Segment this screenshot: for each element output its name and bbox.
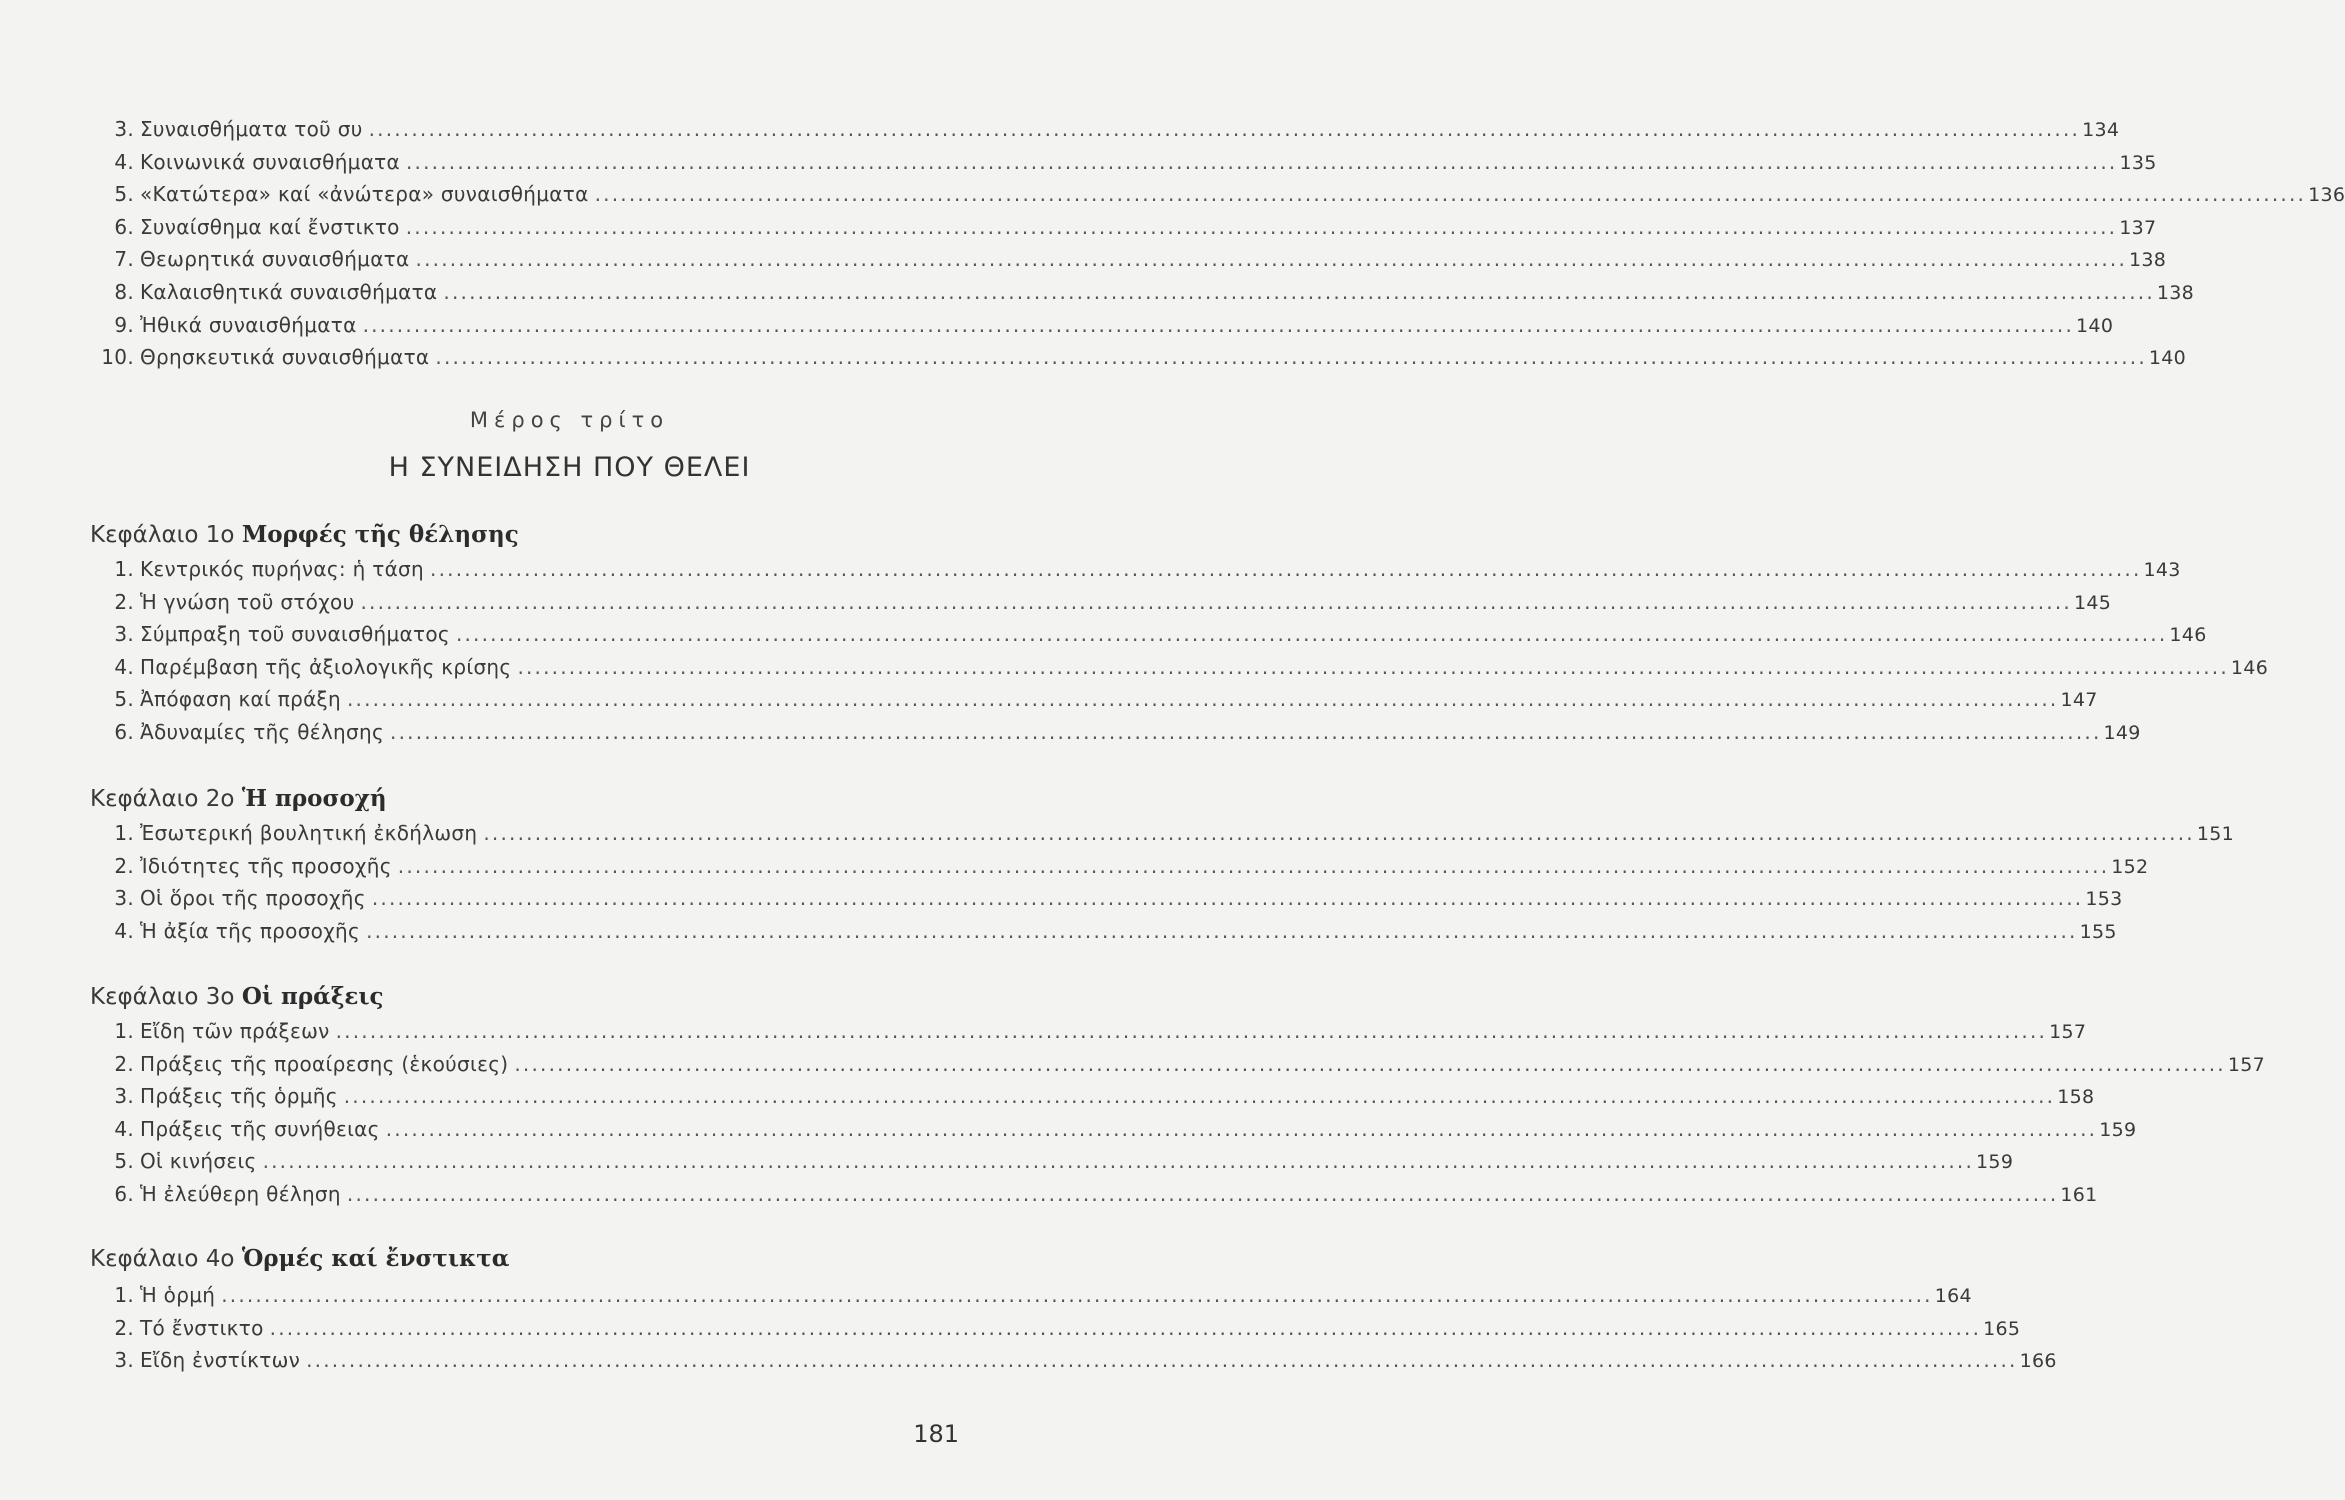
dot-leader: ........................................................................................................................................................................................................ [594, 182, 2307, 207]
chapter-name: Ἡ προσοχή [241, 785, 387, 812]
toc-entry [90, 886, 2123, 919]
dot-leader: ........................................................................................................................................................................................................ [517, 654, 2229, 679]
entry-number: 2. [114, 1051, 134, 1076]
dot-leader: ........................................................................................................................................................................................................ [343, 1084, 2056, 1109]
entry-number: 3. [114, 1084, 134, 1109]
entry-page: 161 [2060, 1183, 2098, 1206]
entry-page: 146 [2169, 624, 2207, 647]
toc-list-section1 [90, 117, 2345, 378]
toc-entry [90, 117, 2120, 150]
chapter-label: Κεφάλαιο 4ο [90, 1246, 235, 1272]
entry-page: 134 [2082, 119, 2120, 141]
dot-leader: ........................................................................................................................................................................................................ [435, 345, 2147, 370]
toc-list-chapter4 [90, 1283, 2057, 1381]
dot-leader: ........................................................................................................................................................................................................ [335, 1019, 2048, 1043]
dot-leader: ........................................................................................................................................................................................................ [346, 1181, 2059, 1206]
entry-number: 1. [114, 821, 134, 845]
part-title: Η ΣΥΝΕΙΔΗΣΗ ΠΟΥ ΘΕΛΕΙ [388, 452, 751, 483]
entry-number: 3. [114, 117, 134, 141]
toc-entry [90, 1051, 2265, 1085]
entry-page: 149 [2103, 721, 2141, 744]
entry-title: Οἱ ὅροι τῆς προσοχῆς [140, 886, 366, 911]
dot-leader: ........................................................................................................................................................................................................ [362, 312, 2075, 337]
entry-page: 159 [1976, 1151, 2014, 1174]
entry-number: 5. [114, 1149, 134, 1174]
toc-entry [90, 279, 2195, 313]
entry-number: 3. [114, 622, 134, 647]
part-label: Μέρος τρίτο [469, 408, 670, 432]
entry-page: 147 [2060, 689, 2098, 712]
toc-entry [90, 247, 2167, 280]
toc-entry [90, 589, 2112, 623]
dot-leader: ........................................................................................................................................................................................................ [306, 1348, 2018, 1373]
toc-entry [90, 853, 2149, 887]
toc-entry [90, 719, 2141, 753]
chapter-name: Οἱ πράξεις [241, 983, 384, 1010]
entry-title: Ἡ ἐλεύθερη θέληση [140, 1181, 341, 1206]
chapter-label: Κεφάλαιο 2ο [90, 786, 235, 812]
toc-entry [90, 557, 2181, 590]
toc-entry [90, 1019, 2087, 1052]
entry-title: Ἀπόφαση καί πράξη [140, 687, 341, 712]
chapter-name: Μορφές τῆς θέλησης [241, 521, 519, 548]
entry-page: 146 [2230, 656, 2269, 679]
entry-page: 159 [2099, 1118, 2137, 1141]
toc-list-chapter2 [90, 821, 2234, 951]
toc-entry [90, 182, 2345, 215]
entry-page: 157 [2049, 1021, 2087, 1043]
entry-title: Ἠθικά συναισθήματα [140, 312, 357, 337]
entry-page: 166 [2019, 1350, 2057, 1373]
entry-number: 7. [114, 247, 134, 272]
entry-page: 152 [2111, 855, 2149, 878]
entry-title: Θεωρητικά συναισθήματα [140, 247, 410, 272]
toc-entry [90, 1181, 2098, 1215]
entry-title: Παρέμβαση τῆς ἀξιολογικῆς κρίσης [140, 654, 512, 679]
entry-title: Τό ἔνστικτο [140, 1315, 264, 1340]
dot-leader: ........................................................................................................................................................................................................ [347, 687, 2059, 712]
chapter-name: Ὁρμές καί ἔνστικτα [241, 1245, 510, 1272]
dot-leader: ........................................................................................................................................................................................................ [514, 1051, 2226, 1076]
toc-entry [90, 345, 2187, 378]
entry-title: Θρησκευτικά συναισθήματα [140, 345, 430, 370]
dot-leader: ........................................................................................................................................................................................................ [405, 214, 2118, 239]
dot-leader: ........................................................................................................................................................................................................ [390, 719, 2102, 744]
entry-page: 140 [2148, 347, 2187, 370]
entry-page: 153 [2085, 888, 2123, 911]
entry-page: 138 [2129, 249, 2167, 272]
entry-page: 165 [1983, 1317, 2021, 1340]
entry-number: 2. [114, 853, 134, 878]
entry-title: Ἀδυναμίες τῆς θέλησης [140, 719, 385, 744]
entry-number: 5. [114, 182, 134, 207]
dot-leader: ........................................................................................................................................................................................................ [262, 1149, 1975, 1174]
entry-number: 9. [114, 312, 134, 337]
dot-leader: ........................................................................................................................................................................................................ [371, 886, 2084, 911]
chapter-heading [90, 785, 387, 812]
entry-page: 135 [2119, 151, 2157, 174]
entry-number: 3. [114, 886, 134, 911]
entry-title: Ἡ ἀξία τῆς προσοχῆς [140, 918, 361, 943]
entry-title: Κοινωνικά συναισθήματα [140, 149, 400, 174]
entry-page: 137 [2119, 216, 2157, 239]
entry-number: 4. [114, 149, 134, 174]
toc-entry [90, 1348, 2057, 1381]
toc-entry [90, 149, 2157, 183]
dot-leader: ........................................................................................................................................................................................................ [385, 1116, 2098, 1141]
entry-number: 1. [114, 557, 134, 581]
entry-title: Εἴδη τῶν πράξεων [140, 1019, 330, 1043]
toc-entry [90, 654, 2269, 688]
entry-page: 140 [2076, 314, 2114, 337]
entry-page: 138 [2156, 281, 2195, 304]
toc-entry [90, 312, 2114, 346]
entry-page: 158 [2057, 1086, 2095, 1109]
dot-leader: ........................................................................................................................................................................................................ [430, 557, 2142, 581]
entry-title: Πράξεις τῆς συνήθειας [140, 1116, 380, 1141]
entry-title: «Κατώτερα» καί «ἀνώτερα» συναισθήματα [140, 182, 589, 207]
toc-entry [90, 1149, 2014, 1182]
entry-page: 157 [2227, 1053, 2265, 1076]
entry-number: 6. [114, 1181, 134, 1206]
toc-entry [90, 1315, 2021, 1349]
entry-title: Πράξεις τῆς ὁρμῆς [140, 1084, 338, 1109]
dot-leader: ........................................................................................................................................................................................................ [406, 149, 2118, 174]
entry-title: Οἱ κινήσεις [140, 1149, 257, 1174]
entry-number: 5. [114, 687, 134, 712]
toc-list-chapter3 [90, 1019, 2265, 1215]
dot-leader: ........................................................................................................................................................................................................ [443, 279, 2155, 304]
toc-entry [90, 1283, 1972, 1316]
entry-title: Ἡ γνώση τοῦ στόχου [140, 589, 355, 614]
entry-title: Κεντρικός πυρήνας: ἡ τάση [140, 557, 425, 581]
toc-entry [90, 214, 2157, 248]
entry-number: 6. [114, 214, 134, 239]
entry-page: 151 [2196, 823, 2234, 845]
entry-number: 10. [101, 345, 134, 370]
entry-number: 2. [114, 1315, 134, 1340]
entry-number: 2. [114, 589, 134, 614]
chapter-heading [90, 521, 519, 548]
toc-entry [90, 1084, 2095, 1117]
entry-number: 6. [114, 719, 134, 744]
entry-title: Σύμπραξη τοῦ συναισθήματος [140, 622, 450, 647]
entry-number: 1. [114, 1283, 134, 1307]
entry-title: Ἐσωτερική βουλητική ἐκδήλωση [140, 821, 478, 845]
entry-number: 8. [114, 279, 134, 304]
dot-leader: ........................................................................................................................................................................................................ [360, 589, 2072, 614]
entry-number: 4. [114, 1116, 134, 1141]
page-number: 181 [913, 1420, 959, 1448]
toc-entry [90, 687, 2098, 720]
entry-title: Ἰδιότητες τῆς προσοχῆς [140, 853, 392, 878]
entry-title: Πράξεις τῆς προαίρεσης (ἑκούσιες) [140, 1051, 509, 1076]
dot-leader: ........................................................................................................................................................................................................ [455, 622, 2168, 647]
dot-leader: ........................................................................................................................................................................................................ [415, 247, 2127, 272]
dot-leader: ........................................................................................................................................................................................................ [368, 117, 2081, 141]
toc-list-chapter1 [90, 557, 2269, 753]
entry-title: Καλαισθητικά συναισθήματα [140, 279, 438, 304]
dot-leader: ........................................................................................................................................................................................................ [397, 853, 2110, 878]
dot-leader: ........................................................................................................................................................................................................ [221, 1283, 1933, 1307]
entry-number: 4. [114, 918, 134, 943]
entry-page: 155 [2079, 920, 2117, 943]
entry-number: 3. [114, 1348, 134, 1373]
entry-title: Συναίσθημα καί ἔνστικτο [140, 214, 400, 239]
dot-leader: ........................................................................................................................................................................................................ [483, 821, 2195, 845]
entry-number: 4. [114, 654, 134, 679]
entry-page: 143 [2143, 559, 2181, 581]
chapter-label: Κεφάλαιο 3ο [90, 984, 235, 1010]
entry-title: Συναισθήματα τοῦ συ [140, 117, 363, 141]
entry-number: 1. [114, 1019, 134, 1043]
entry-page: 145 [2073, 591, 2112, 614]
entry-title: Εἴδη ἐνστίκτων [140, 1348, 301, 1373]
entry-page: 136 [2308, 184, 2345, 207]
toc-entry [90, 622, 2207, 655]
toc-entry [90, 821, 2234, 854]
chapter-heading [90, 1245, 509, 1272]
chapter-heading [90, 983, 384, 1010]
chapter-label: Κεφάλαιο 1ο [90, 522, 235, 548]
dot-leader: ........................................................................................................................................................................................................ [366, 918, 2078, 943]
toc-entry [90, 1116, 2137, 1150]
entry-title: Ἡ ὁρμή [140, 1283, 216, 1307]
toc-entry [90, 918, 2117, 952]
entry-page: 164 [1934, 1285, 1972, 1307]
dot-leader: ........................................................................................................................................................................................................ [269, 1315, 1982, 1340]
